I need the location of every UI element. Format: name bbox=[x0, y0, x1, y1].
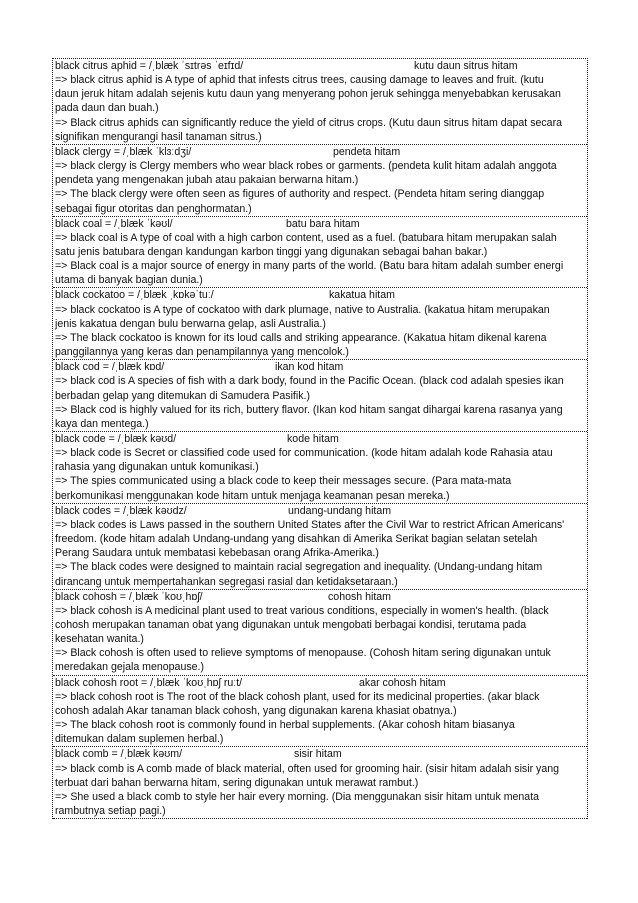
headword-pronunciation: black citrus aphid = /ˌblæk ˈsɪtrəs ˈeɪfɪd/ bbox=[55, 60, 244, 72]
headword-pronunciation: black coal = /ˌblæk ˈkəʊl/ bbox=[55, 217, 173, 230]
headword-pronunciation: black cockatoo = /ˌblæk ˌkɒkəˈtuː/ bbox=[55, 289, 214, 302]
example-line: berkomunikasi menggunakan kode hitam untuk menjaga keamanan pesan mereka.) bbox=[55, 489, 450, 502]
entry-black-cohosh-root bbox=[53, 676, 587, 748]
example-line: => The black codes were designed to maintain racial segregation and inequality. (Undang-undang hitam bbox=[55, 561, 543, 574]
headword-pronunciation: black comb = /ˌblæk kəʊm/ bbox=[55, 748, 183, 761]
example-line: => She used a black comb to style her hair every morning. (Dia menggunakan sisir hitam untuk menata bbox=[55, 790, 540, 803]
entry-black-cockatoo bbox=[53, 288, 587, 360]
translation: kakatua hitam bbox=[329, 289, 395, 302]
example-line: sebagai figur otoritas dan penghormatan.) bbox=[55, 202, 252, 215]
entry-head bbox=[55, 217, 584, 231]
entry-head bbox=[55, 676, 584, 690]
entry-head bbox=[55, 504, 584, 518]
entry-black-codes bbox=[53, 504, 587, 590]
definition-line: => black code is Secret or classified code used for communication. (kode hitam adalah kode Rahasia atau bbox=[55, 447, 553, 460]
entry-head bbox=[55, 145, 584, 159]
entry-head bbox=[55, 432, 584, 446]
entry-black-clergy bbox=[53, 145, 587, 217]
translation: cohosh hitam bbox=[328, 590, 392, 603]
translation: undang-undang hitam bbox=[288, 504, 392, 517]
definition-line: => black coal is A type of coal with a high carbon content, used as a fuel. (batubara hitam merupakan salah bbox=[55, 231, 557, 244]
headword-pronunciation: black cohosh = /ˌblæk ˈkoʊˌhɒʃ/ bbox=[55, 590, 203, 603]
definition-line: => black citrus aphid is A type of aphid that infests citrus trees, causing damage to leaves and fruit. (kutu bbox=[55, 74, 544, 87]
vocabulary-list bbox=[52, 58, 588, 819]
example-line: ditemukan dalam suplemen herbal.) bbox=[55, 733, 224, 746]
example-line: signifikan mengurangi hasil tanaman sitrus.) bbox=[55, 130, 262, 143]
entry-head bbox=[55, 747, 584, 761]
translation: kutu daun sitrus hitam bbox=[414, 60, 518, 72]
definition-line: => black cod is A species of fish with a dark body, found in the Pacific Ocean. (black cod adalah spesies ikan bbox=[55, 375, 564, 388]
definition-line: terbuat dari bahan berwarna hitam, sering digunakan untuk merawat rambut.) bbox=[55, 776, 419, 789]
entry-head bbox=[55, 590, 584, 604]
example-line: => The black cockatoo is known for its loud calls and striking appearance. (Kakatua hitam dikenal karena bbox=[55, 331, 547, 344]
definition-line: kesehatan wanita.) bbox=[55, 633, 144, 646]
example-line: => Black citrus aphids can significantly reduce the yield of citrus crops. (Kutu daun sitrus hitam dapat secara bbox=[55, 116, 562, 129]
translation: akar cohosh hitam bbox=[359, 676, 446, 689]
definition-line: jenis kakatua dengan bulu berwarna gelap, asli Australia.) bbox=[55, 317, 326, 330]
example-line: panggilannya yang keras dan penampilannya yang mencolok.) bbox=[55, 346, 349, 359]
headword-pronunciation: black clergy = /ˌblæk ˈklɜːdʒi/ bbox=[55, 145, 192, 158]
headword-pronunciation: black cohosh root = /ˌblæk ˈkoʊˌhɒʃ ruːt/ bbox=[55, 676, 243, 689]
headword-pronunciation: black cod = /ˌblæk kɒd/ bbox=[55, 361, 165, 374]
entry-head bbox=[55, 360, 584, 374]
definition-line: => black cockatoo is A type of cockatoo with dark plumage, native to Australia. (kakatua hitam merupakan bbox=[55, 303, 550, 316]
entry-head bbox=[55, 59, 584, 73]
example-line: utama di banyak bagian dunia.) bbox=[55, 274, 203, 287]
translation: batu bara hitam bbox=[286, 217, 360, 230]
example-line: => The black cohosh root is commonly found in herbal supplements. (Akar cohosh hitam biasanya bbox=[55, 719, 515, 732]
definition-line: satu jenis batubara dengan kandungan karbon tinggi yang digunakan sebagai bahan bakar.) bbox=[55, 245, 488, 258]
headword-pronunciation: black codes = /ˌblæk kəʊdz/ bbox=[55, 504, 187, 517]
definition-line: pendeta yang mengenakan jubah atau pakaian berwarna hitam.) bbox=[55, 174, 359, 187]
translation: kode hitam bbox=[287, 432, 339, 445]
example-line: rambutnya setiap pagi.) bbox=[55, 804, 166, 817]
entry-head bbox=[55, 288, 584, 302]
definition-line: berbadan gelap yang ditemukan di Samudera Pasifik.) bbox=[55, 389, 310, 402]
headword-pronunciation: black code = /ˌblæk kəʊd/ bbox=[55, 432, 177, 445]
example-line: meredakan gejala menopause.) bbox=[55, 661, 204, 674]
example-line: kaya dan mentega.) bbox=[55, 417, 149, 430]
translation: pendeta hitam bbox=[333, 145, 401, 158]
translation: ikan kod hitam bbox=[275, 361, 344, 374]
example-line: => The black clergy were often seen as figures of authority and respect. (Pendeta hitam sering dianggap bbox=[55, 188, 545, 201]
definition-line: => black clergy is Clergy members who wear black robes or garments. (pendeta kulit hitam adalah anggota bbox=[55, 160, 557, 173]
definition-line: => black codes is Laws passed in the southern United States after the Civil War to restrict African Americans' bbox=[55, 518, 565, 531]
definition-line: => black cohosh root is The root of the black cohosh plant, used for its medicinal properties. (akar black bbox=[55, 690, 540, 703]
entry-black-citrus-aphid bbox=[53, 59, 587, 145]
entry-black-code bbox=[53, 432, 587, 504]
definition-line: cohosh merupakan tanaman obat yang digunakan untuk mengobati berbagai kondisi, terutama pada bbox=[55, 618, 527, 631]
definition-line: daun jeruk hitam adalah sejenis kutu daun yang menyerang pohon jeruk sehingga menyebabkan kerusakan bbox=[55, 88, 561, 101]
example-line: => Black cod is highly valued for its rich, buttery flavor. (Ikan kod hitam sangat dihargai karena rasanya yang bbox=[55, 403, 563, 416]
definition-line: => black cohosh is A medicinal plant used to treat various conditions, especially in women's health. (black bbox=[55, 604, 549, 617]
example-line: => The spies communicated using a black code to keep their messages secure. (Para mata-mata bbox=[55, 475, 512, 488]
definition-line: pada daun dan buah.) bbox=[55, 102, 159, 115]
entry-black-coal bbox=[53, 217, 587, 289]
example-line: dirancang untuk mempertahankan segregasi rasial dan ketidaksetaraan.) bbox=[55, 575, 398, 588]
example-line: => Black coal is a major source of energy in many parts of the world. (Batu bara hitam adalah sumber energi bbox=[55, 260, 564, 273]
definition-line: cohosh adalah Akar tanaman black cohosh, yang digunakan karena khasiat obatnya.) bbox=[55, 704, 457, 717]
entry-black-cohosh bbox=[53, 590, 587, 676]
definition-line: Perang Saudara untuk membatasi kebebasan orang Afrika-Amerika.) bbox=[55, 547, 379, 560]
entry-black-cod bbox=[53, 360, 587, 432]
definition-line: freedom. (kode hitam adalah Undang-undang yang disahkan di Amerika Serikat bagian selatan setelah bbox=[55, 533, 538, 546]
example-line: => Black cohosh is often used to relieve symptoms of menopause. (Cohosh hitam sering digunakan untuk bbox=[55, 647, 551, 660]
entry-black-comb bbox=[53, 747, 587, 819]
definition-line: rahasia yang digunakan untuk komunikasi.) bbox=[55, 461, 259, 474]
definition-line: => black comb is A comb made of black material, often used for grooming hair. (sisir hitam adalah sisir yang bbox=[55, 762, 560, 775]
translation: sisir hitam bbox=[294, 748, 342, 761]
